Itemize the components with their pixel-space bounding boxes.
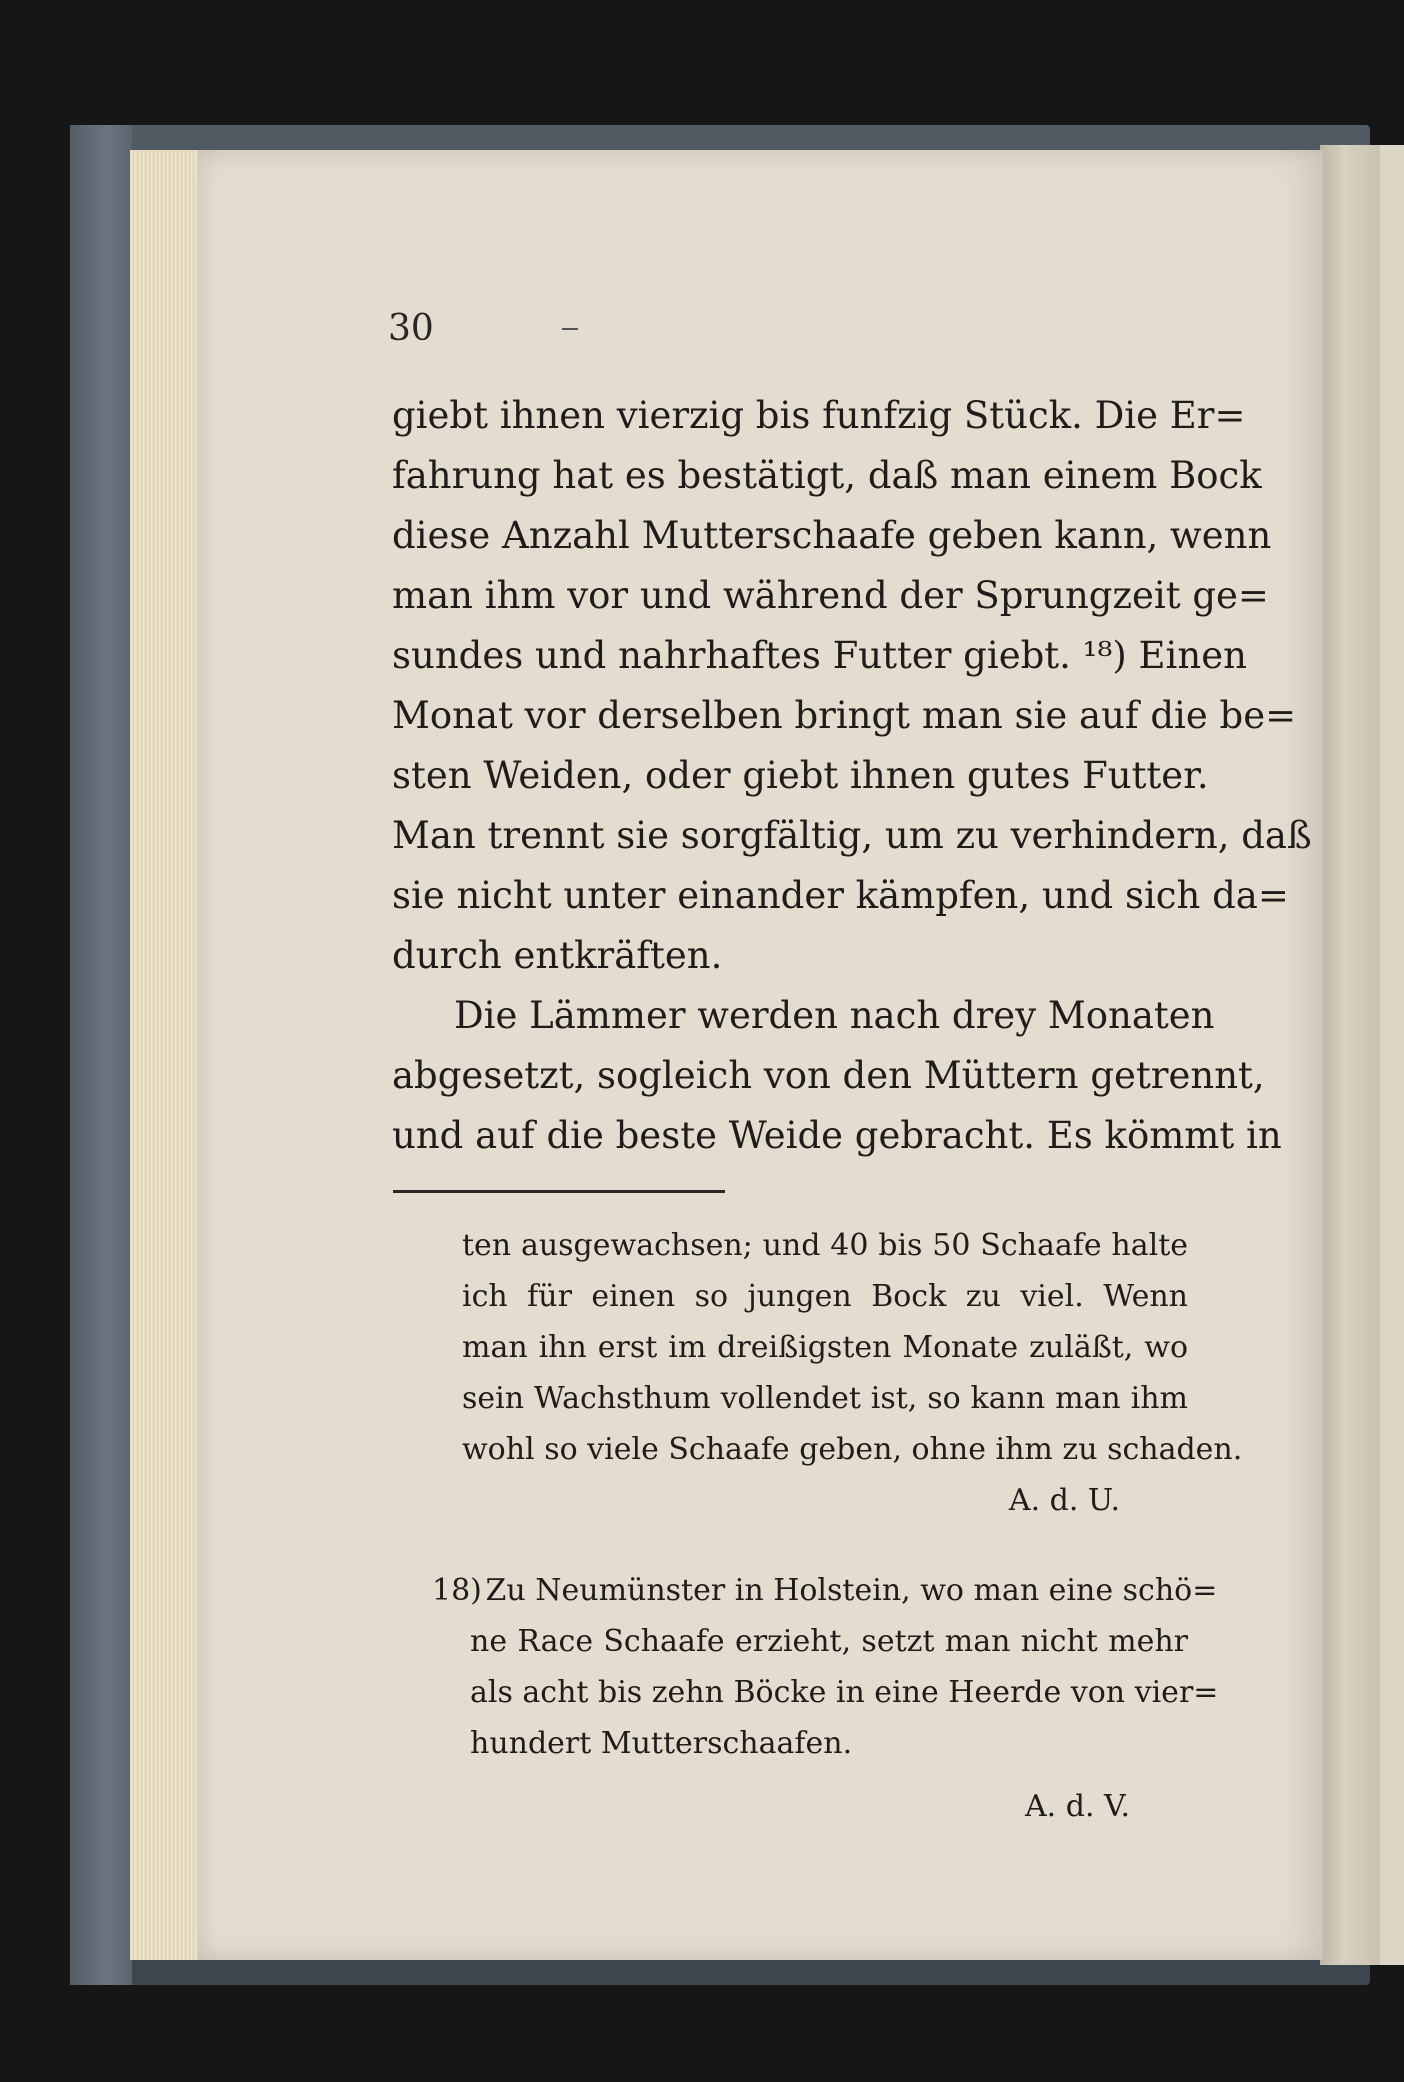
text-line: Man trennt sie sorgfältig, um zu verhindern, daß	[392, 814, 1312, 857]
footnote-line: als acht bis zehn Böcke in eine Heerde von vier=	[470, 1675, 1219, 1710]
footnote-line: hundert Mutterschaafen.	[470, 1726, 853, 1761]
footnote-18	[432, 1565, 1219, 1832]
footnote-line: ne Race Schaafe erzieht, setzt man nicht mehr	[470, 1624, 1188, 1659]
text-line: sten Weiden, oder giebt ihnen gutes Futter.	[392, 754, 1209, 797]
footnote-line: wohl so viele Schaafe geben, ohne ihm zu schaden.	[462, 1432, 1243, 1467]
footnote-signature: A. d. U.	[1008, 1483, 1120, 1518]
text-line: Monat vor derselben bringt man sie auf die be=	[392, 694, 1297, 737]
text-line: man ihm vor und während der Sprungzeit ge=	[392, 574, 1269, 617]
footnote-divider	[393, 1190, 725, 1193]
book-gutter	[1320, 145, 1380, 1965]
text-line: sundes und nahrhaftes Futter giebt. ¹⁸) Einen	[392, 634, 1247, 677]
header-dash	[562, 328, 578, 330]
text-line: Die Lämmer werden nach drey Monaten	[454, 994, 1215, 1037]
footnote-line: man ihn erst im dreißigsten Monate zuläßt, wo	[462, 1330, 1188, 1365]
facing-page-edge	[1380, 145, 1404, 1965]
text-line: fahrung hat es bestätigt, daß man einem Bock	[392, 454, 1262, 497]
footnote-signature: A. d. V.	[1025, 1789, 1130, 1824]
page-edges	[130, 150, 200, 1960]
text-line: und auf die beste Weide gebracht. Es kömmt in	[392, 1114, 1282, 1157]
footnote-number: 18)	[432, 1573, 482, 1608]
footnote-line: ten ausgewachsen; und 40 bis 50 Schaafe halte	[462, 1228, 1188, 1263]
text-line: giebt ihnen vierzig bis funfzig Stück. Die Er=	[392, 394, 1246, 437]
main-text	[392, 386, 1312, 1166]
footnote-line: Zu Neumünster in Holstein, wo man eine schö=	[485, 1573, 1218, 1608]
footnote-line: ich für einen so jungen Bock zu viel. Wenn	[462, 1279, 1188, 1314]
book-spine	[70, 125, 132, 1985]
footnote-line: sein Wachsthum vollendet ist, so kann man ihm	[462, 1381, 1188, 1416]
footnote-continued	[462, 1220, 1243, 1526]
text-line: sie nicht unter einander kämpfen, und sich da=	[392, 874, 1289, 917]
text-line: diese Anzahl Mutterschaafe geben kann, wenn	[392, 514, 1272, 557]
text-line: abgesetzt, sogleich von den Müttern getrennt,	[392, 1054, 1265, 1097]
page-number: 30	[388, 308, 434, 349]
text-line: durch entkräften.	[392, 934, 723, 977]
